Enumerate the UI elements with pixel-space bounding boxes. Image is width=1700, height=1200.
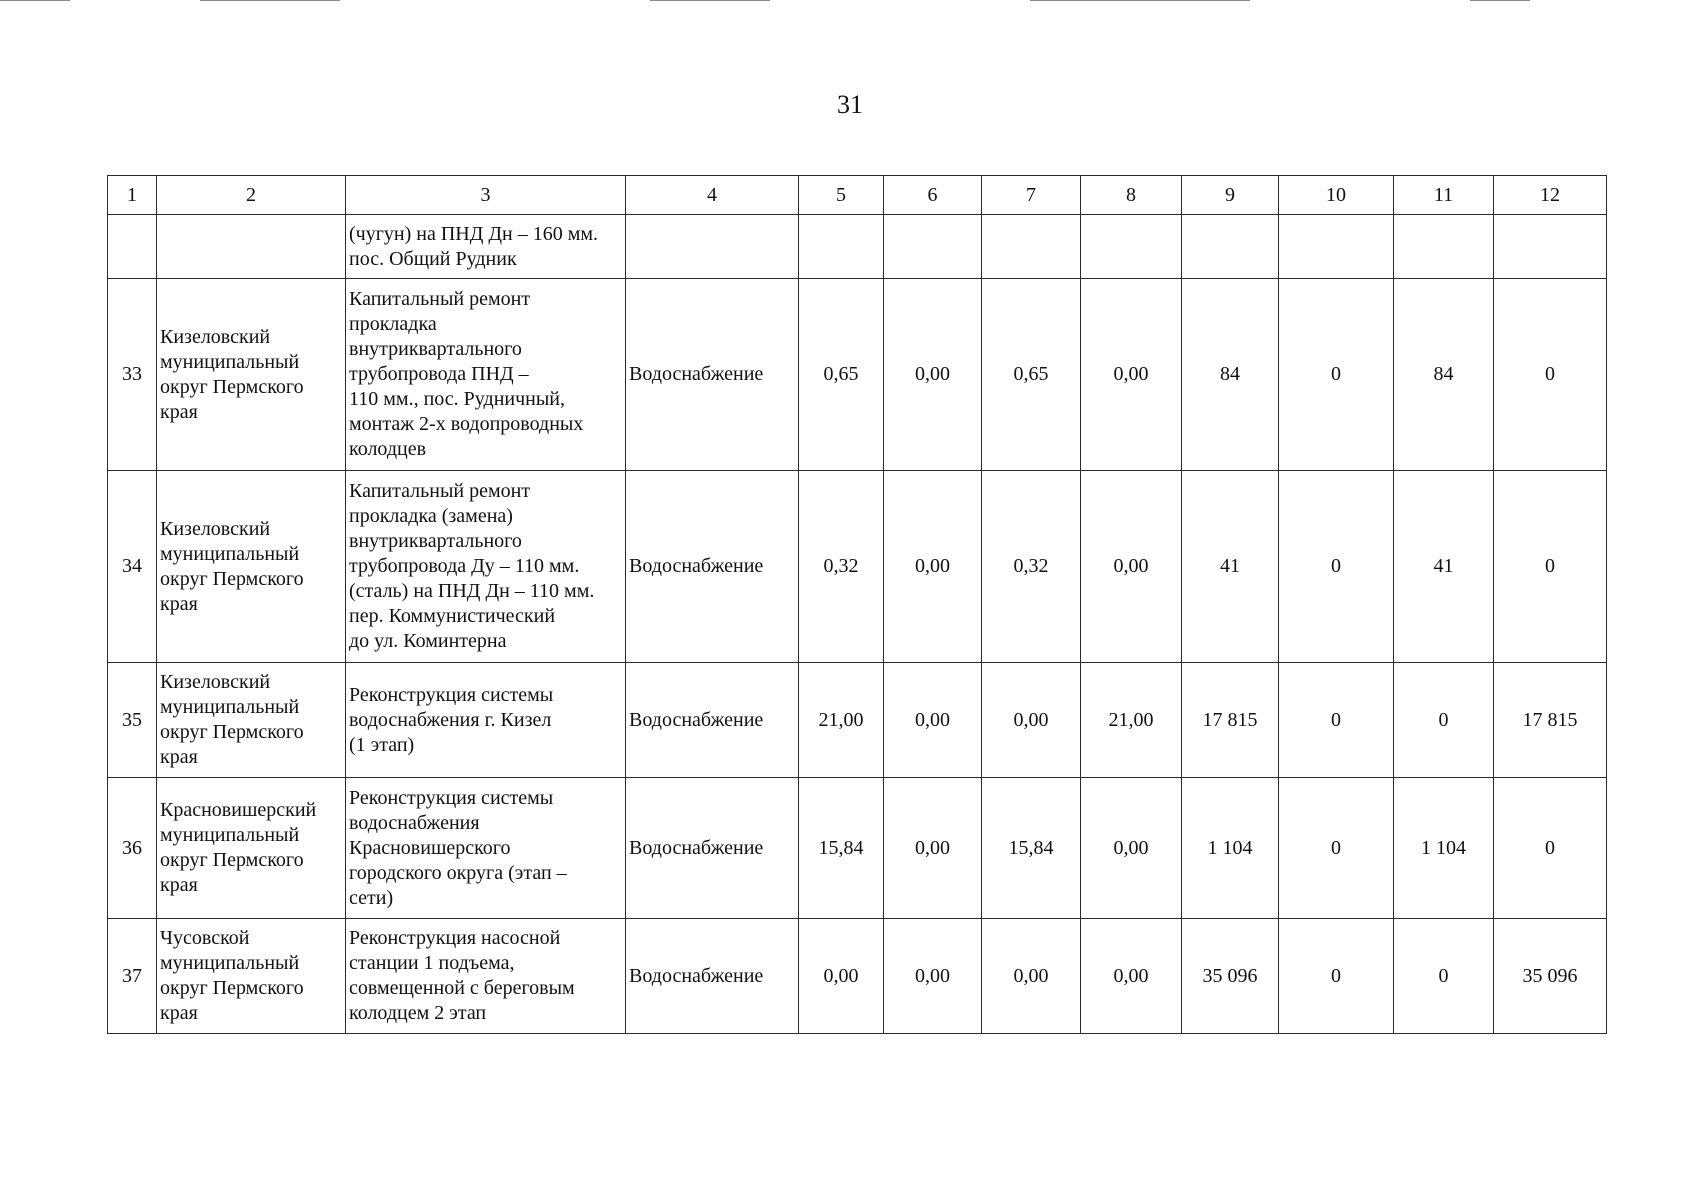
value-cell-12: 17 815	[1494, 663, 1607, 778]
description-cell	[346, 279, 626, 471]
value-cell-11: 0	[1394, 663, 1494, 778]
value-cell-11: 1 104	[1394, 778, 1494, 919]
municipality-cell	[157, 279, 346, 471]
value-cell-9: 41	[1182, 471, 1279, 663]
continuation-row	[108, 215, 1607, 279]
description-line: городского округа (этап –	[349, 861, 567, 884]
value-cell-12: 0	[1494, 471, 1607, 663]
column-header: 5	[799, 176, 884, 215]
municipality-line: Кизеловский	[160, 671, 271, 693]
municipality-cell	[157, 778, 346, 919]
value-cell-6: 0,00	[884, 471, 982, 663]
scan-edge-line	[1470, 0, 1530, 1]
type-cell: Водоснабжение	[626, 471, 799, 663]
row-number-cell: 33	[108, 279, 157, 471]
municipality-line: края	[160, 400, 198, 423]
municipality-line: муниципальный	[160, 350, 300, 373]
municipality-line: муниципальный	[160, 696, 300, 718]
value-cell-11: 84	[1394, 279, 1494, 471]
empty-cell	[1081, 215, 1182, 279]
scan-edge-line	[200, 0, 340, 1]
value-cell-5: 21,00	[799, 663, 884, 778]
description-line: до ул. Коминтерна	[349, 630, 507, 652]
municipality-line: округ Пермского	[160, 849, 304, 871]
row-number-cell: 37	[108, 919, 157, 1034]
column-header: 2	[157, 176, 346, 215]
municipality-line: края	[160, 746, 198, 768]
municipality-line: края	[160, 874, 198, 896]
row-number-cell: 36	[108, 778, 157, 919]
value-cell-11: 0	[1394, 919, 1494, 1034]
description-line: водоснабжения	[349, 811, 480, 834]
column-header: 3	[346, 176, 626, 215]
value-cell-12: 0	[1494, 279, 1607, 471]
value-cell-5: 15,84	[799, 778, 884, 919]
description-line: прокладка (замена)	[349, 505, 513, 527]
description-line: Капитальный ремонт	[349, 288, 531, 310]
value-cell-8: 0,00	[1081, 279, 1182, 471]
municipality-line: Кизеловский	[160, 517, 271, 540]
table-row	[108, 919, 1607, 1034]
municipality-line: муниципальный	[160, 952, 300, 974]
scan-edge-line	[0, 0, 70, 1]
value-cell-10: 0	[1279, 279, 1394, 471]
data-table	[107, 175, 1607, 1034]
description-cell	[346, 215, 626, 279]
column-number-header-row	[108, 176, 1607, 215]
value-cell-5: 0,00	[799, 919, 884, 1034]
description-line: монтаж 2-х водопроводных	[349, 413, 584, 435]
value-cell-9: 84	[1182, 279, 1279, 471]
description-cell	[346, 471, 626, 663]
empty-cell	[982, 215, 1081, 279]
scan-edge-line	[1030, 0, 1250, 1]
value-cell-7: 0,65	[982, 279, 1081, 471]
value-cell-7: 15,84	[982, 778, 1081, 919]
description-line: трубопровода ПНД –	[349, 363, 529, 385]
value-cell-7: 0,00	[982, 919, 1081, 1034]
description-line: прокладка	[349, 313, 437, 335]
description-line: Капитальный ремонт	[349, 480, 531, 502]
value-cell-10: 0	[1279, 919, 1394, 1034]
empty-cell	[884, 215, 982, 279]
column-header: 7	[982, 176, 1081, 215]
municipality-line: муниципальный	[160, 824, 300, 846]
value-cell-7: 0,32	[982, 471, 1081, 663]
value-cell-5: 0,32	[799, 471, 884, 663]
description-line: совмещенной с береговым	[349, 977, 575, 999]
description-line: водоснабжения г. Кизел	[349, 708, 552, 731]
description-line: внутриквартального	[349, 338, 522, 360]
description-line: (1 этап)	[349, 733, 415, 756]
description-line: станции 1 подъема,	[349, 952, 515, 974]
description-line: Реконструкция системы	[349, 683, 554, 706]
row-number-cell: 34	[108, 471, 157, 663]
value-cell-10: 0	[1279, 471, 1394, 663]
value-cell-9: 1 104	[1182, 778, 1279, 919]
empty-cell	[157, 215, 346, 279]
municipality-cell	[157, 663, 346, 778]
column-header: 12	[1494, 176, 1607, 215]
description-line: трубопровода Ду – 110 мм.	[349, 555, 580, 577]
value-cell-9: 17 815	[1182, 663, 1279, 778]
value-cell-11: 41	[1394, 471, 1494, 663]
value-cell-6: 0,00	[884, 279, 982, 471]
row-number-cell: 35	[108, 663, 157, 778]
municipality-line: края	[160, 1002, 198, 1024]
type-cell: Водоснабжение	[626, 919, 799, 1034]
description-line: Реконструкция системы	[349, 786, 554, 809]
column-header: 8	[1081, 176, 1182, 215]
description-line: колодцем 2 этап	[349, 1002, 487, 1024]
value-cell-5: 0,65	[799, 279, 884, 471]
description-line: (чугун) на ПНД Дн – 160 мм.	[349, 222, 599, 245]
municipality-line: Кизеловский	[160, 325, 271, 348]
page-number: 31	[837, 90, 863, 119]
description-line: пос. Общий Рудник	[349, 247, 517, 270]
column-header: 4	[626, 176, 799, 215]
description-line: колодцев	[349, 438, 427, 460]
empty-cell	[108, 215, 157, 279]
municipality-line: округ Пермского	[160, 567, 304, 590]
municipality-cell	[157, 919, 346, 1034]
empty-cell	[1394, 215, 1494, 279]
empty-cell	[1182, 215, 1279, 279]
description-line: сети)	[349, 886, 394, 909]
value-cell-6: 0,00	[884, 919, 982, 1034]
type-cell: Водоснабжение	[626, 663, 799, 778]
municipality-line: края	[160, 592, 198, 615]
column-header: 11	[1394, 176, 1494, 215]
value-cell-12: 0	[1494, 778, 1607, 919]
description-line: Красновишерского	[349, 836, 511, 859]
value-cell-8: 21,00	[1081, 663, 1182, 778]
column-header: 1	[108, 176, 157, 215]
municipality-line: Чусовской	[160, 927, 250, 949]
value-cell-8: 0,00	[1081, 778, 1182, 919]
description-line: 110 мм., пос. Рудничный,	[349, 388, 565, 410]
description-cell	[346, 778, 626, 919]
scan-edge-line	[650, 0, 770, 1]
municipality-line: Красновишерский	[160, 799, 317, 821]
value-cell-6: 0,00	[884, 778, 982, 919]
type-cell: Водоснабжение	[626, 778, 799, 919]
value-cell-10: 0	[1279, 663, 1394, 778]
empty-cell	[626, 215, 799, 279]
description-line: пер. Коммунистический	[349, 605, 556, 627]
value-cell-7: 0,00	[982, 663, 1081, 778]
empty-cell	[1494, 215, 1607, 279]
municipality-line: округ Пермского	[160, 977, 304, 999]
column-header: 6	[884, 176, 982, 215]
column-header: 9	[1182, 176, 1279, 215]
municipality-line: округ Пермского	[160, 375, 304, 398]
description-line: внутриквартального	[349, 530, 522, 552]
value-cell-9: 35 096	[1182, 919, 1279, 1034]
empty-cell	[799, 215, 884, 279]
value-cell-6: 0,00	[884, 663, 982, 778]
description-cell	[346, 663, 626, 778]
municipality-line: округ Пермского	[160, 721, 304, 743]
table-row	[108, 471, 1607, 663]
column-header: 10	[1279, 176, 1394, 215]
type-cell: Водоснабжение	[626, 279, 799, 471]
empty-cell	[1279, 215, 1394, 279]
value-cell-8: 0,00	[1081, 919, 1182, 1034]
municipality-cell	[157, 471, 346, 663]
table-row	[108, 778, 1607, 919]
table-row	[108, 663, 1607, 778]
table-row	[108, 279, 1607, 471]
description-line: Реконструкция насосной	[349, 927, 561, 949]
value-cell-8: 0,00	[1081, 471, 1182, 663]
description-cell	[346, 919, 626, 1034]
value-cell-12: 35 096	[1494, 919, 1607, 1034]
description-line: (сталь) на ПНД Дн – 110 мм.	[349, 580, 595, 602]
value-cell-10: 0	[1279, 778, 1394, 919]
municipality-line: муниципальный	[160, 542, 300, 565]
